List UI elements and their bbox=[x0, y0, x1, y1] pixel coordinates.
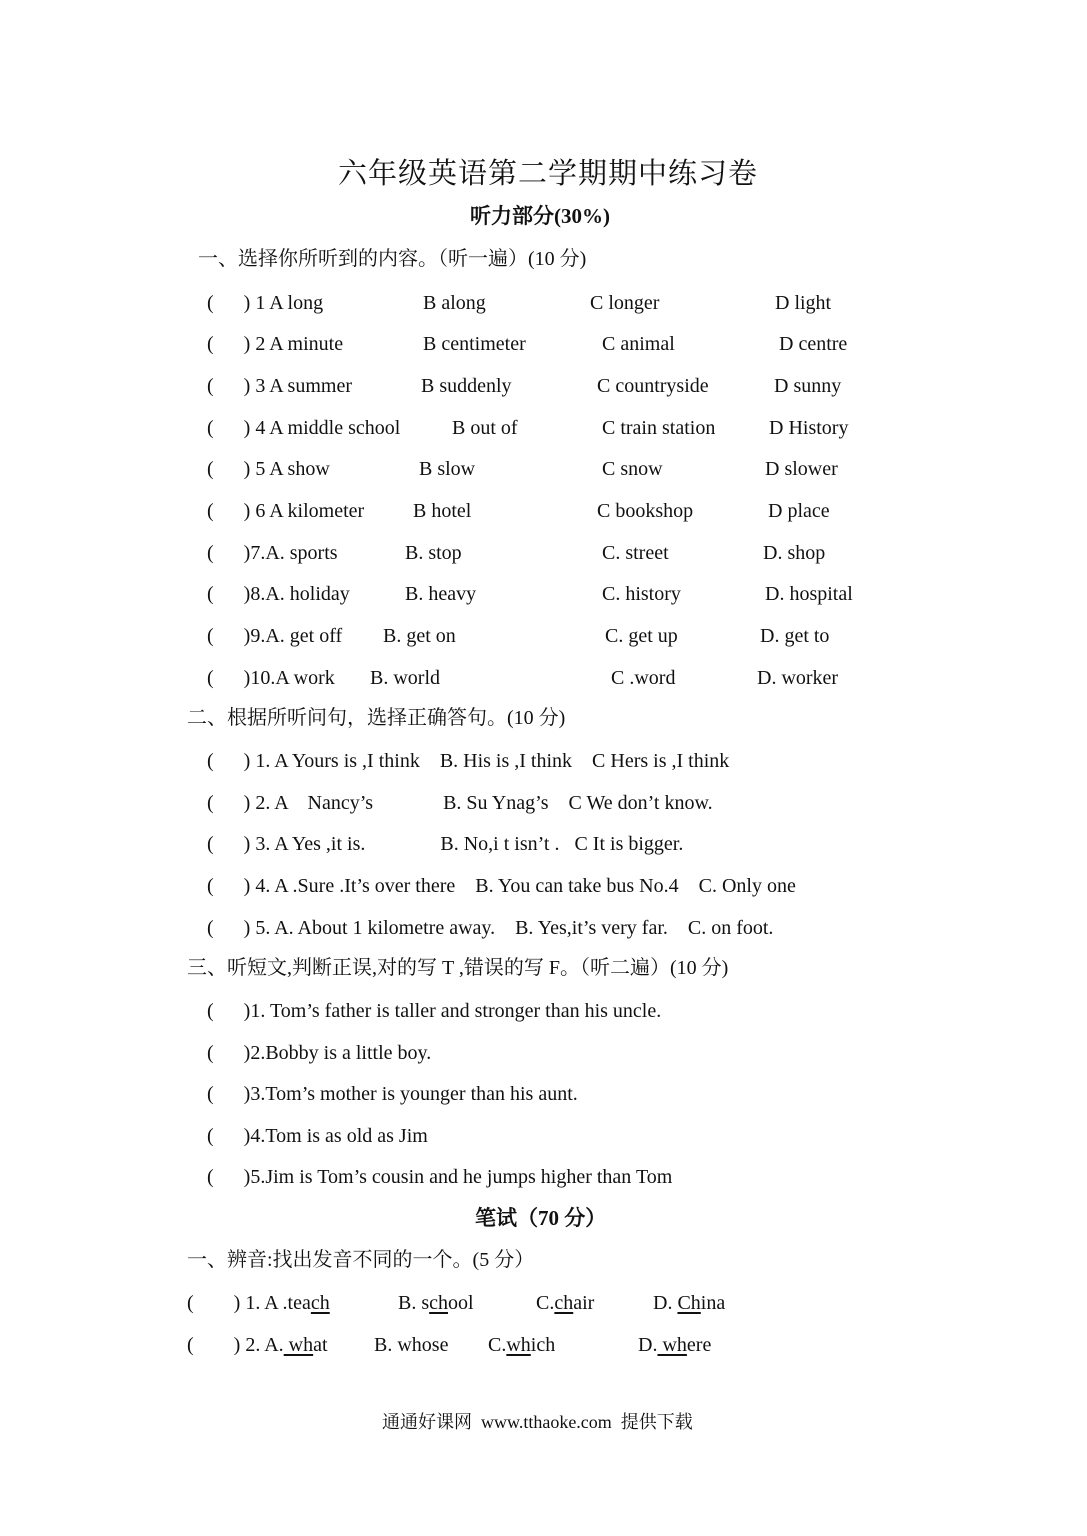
question-row: ( ) 3. A Yes ,it is. B. No,i t isn’t . C It is bigger. bbox=[207, 833, 684, 855]
option-d: D. hospital bbox=[765, 583, 853, 605]
option-b: B hotel bbox=[413, 500, 472, 522]
part3-heading: 三、听短文,判断正误,对的写 T ,错误的写 F。（听二遍）(10 分) bbox=[187, 957, 729, 979]
page-title: 六年级英语第二学期期中练习卷 bbox=[338, 158, 759, 190]
underlined-letters: wh bbox=[506, 1334, 531, 1356]
question-lead: ( ) 1 A long bbox=[207, 292, 324, 314]
underlined-letters: wh bbox=[657, 1334, 687, 1356]
option-c: C .word bbox=[611, 667, 676, 689]
option-b: B suddenly bbox=[421, 375, 512, 397]
underlined-letters: ch bbox=[554, 1292, 574, 1314]
question-lead: ( ) 5 A show bbox=[207, 458, 330, 480]
question-lead: ( ) 2 A minute bbox=[207, 333, 344, 355]
option-d: D. China bbox=[653, 1292, 726, 1314]
question-lead: ( )9.A. get off bbox=[207, 625, 343, 647]
option-d: D. where bbox=[638, 1334, 712, 1356]
underlined-letters: wh bbox=[283, 1334, 314, 1356]
option-c: C. street bbox=[602, 542, 669, 564]
option-c: C countryside bbox=[597, 375, 709, 397]
option-c: C.chair bbox=[536, 1292, 595, 1314]
option-b: B centimeter bbox=[423, 333, 526, 355]
option-b: B. get on bbox=[383, 625, 456, 647]
statement-row: ( )2.Bobby is a little boy. bbox=[207, 1042, 432, 1064]
listening-section-header: 听力部分(30%) bbox=[470, 204, 610, 228]
option-d: D. get to bbox=[760, 625, 830, 647]
underlined-letters: ch bbox=[310, 1292, 330, 1314]
option-d: D place bbox=[768, 500, 830, 522]
statement-row: ( )3.Tom’s mother is younger than his aunt. bbox=[207, 1083, 578, 1105]
option-b: B. stop bbox=[405, 542, 462, 564]
option-b: B. world bbox=[370, 667, 440, 689]
option-b: B slow bbox=[419, 458, 476, 480]
question-row: ( ) 2. A Nancy’s B. Su Ynag’s C We don’t know. bbox=[207, 792, 713, 814]
option-c: C.which bbox=[488, 1334, 556, 1356]
question-row: ( ) 1. A Yours is ,I think B. His is ,I think C Hers is ,I think bbox=[207, 750, 730, 772]
option-c: C animal bbox=[602, 333, 675, 355]
question-lead: ( )8.A. holiday bbox=[207, 583, 350, 605]
option-d: D centre bbox=[779, 333, 848, 355]
option-b: B. heavy bbox=[405, 583, 477, 605]
statement-row: ( )5.Jim is Tom’s cousin and he jumps higher than Tom bbox=[207, 1166, 673, 1188]
option-c: C snow bbox=[602, 458, 663, 480]
option-c: C. get up bbox=[605, 625, 678, 647]
option-c: C train station bbox=[602, 417, 716, 439]
question-lead: ( ) 4 A middle school bbox=[207, 417, 401, 439]
question-lead: ( )10.A work bbox=[207, 667, 335, 689]
footer-source: 通通好课网 www.tthaoke.com 提供下载 bbox=[382, 1412, 693, 1432]
option-d: D History bbox=[769, 417, 849, 439]
question-row: ( ) 4. A .Sure .It’s over there B. You can take bus No.4 C. Only one bbox=[207, 875, 796, 897]
statement-row: ( )1. Tom’s father is taller and stronger than his uncle. bbox=[207, 1000, 662, 1022]
question-lead: ( ) 6 A kilometer bbox=[207, 500, 365, 522]
question-lead: ( )7.A. sports bbox=[207, 542, 338, 564]
question-lead: ( ) 3 A summer bbox=[207, 375, 352, 397]
option-d: D. shop bbox=[763, 542, 826, 564]
option-c: C. history bbox=[602, 583, 681, 605]
option-d: D light bbox=[775, 292, 832, 314]
option-b: B out of bbox=[452, 417, 518, 439]
option-d: D sunny bbox=[774, 375, 842, 397]
part1-heading: 一、选择你所听到的内容。（听一遍）(10 分) bbox=[198, 248, 587, 270]
question-row: ( ) 5. A. About 1 kilometre away. B. Yes,it’s very far. C. on foot. bbox=[207, 917, 774, 939]
option-b: B. whose bbox=[374, 1334, 449, 1356]
option-c: C bookshop bbox=[597, 500, 694, 522]
written-part1-heading: 一、辨音:找出发音不同的一个。(5 分） bbox=[187, 1249, 535, 1271]
underlined-letters: Ch bbox=[677, 1292, 701, 1314]
option-d: D. worker bbox=[757, 667, 839, 689]
option-d: D slower bbox=[765, 458, 838, 480]
question-lead: ( ) 1. A .teach bbox=[187, 1292, 330, 1314]
option-b: B. school bbox=[398, 1292, 474, 1314]
option-c: C longer bbox=[590, 292, 660, 314]
part2-heading: 二、根据所听问句，选择正确答句。(10 分) bbox=[187, 707, 566, 729]
written-section-header: 笔试（70 分） bbox=[475, 1206, 607, 1230]
option-b: B along bbox=[423, 292, 486, 314]
question-lead: ( ) 2. A. what bbox=[187, 1334, 328, 1356]
statement-row: ( )4.Tom is as old as Jim bbox=[207, 1125, 428, 1147]
underlined-letters: ch bbox=[429, 1292, 449, 1314]
